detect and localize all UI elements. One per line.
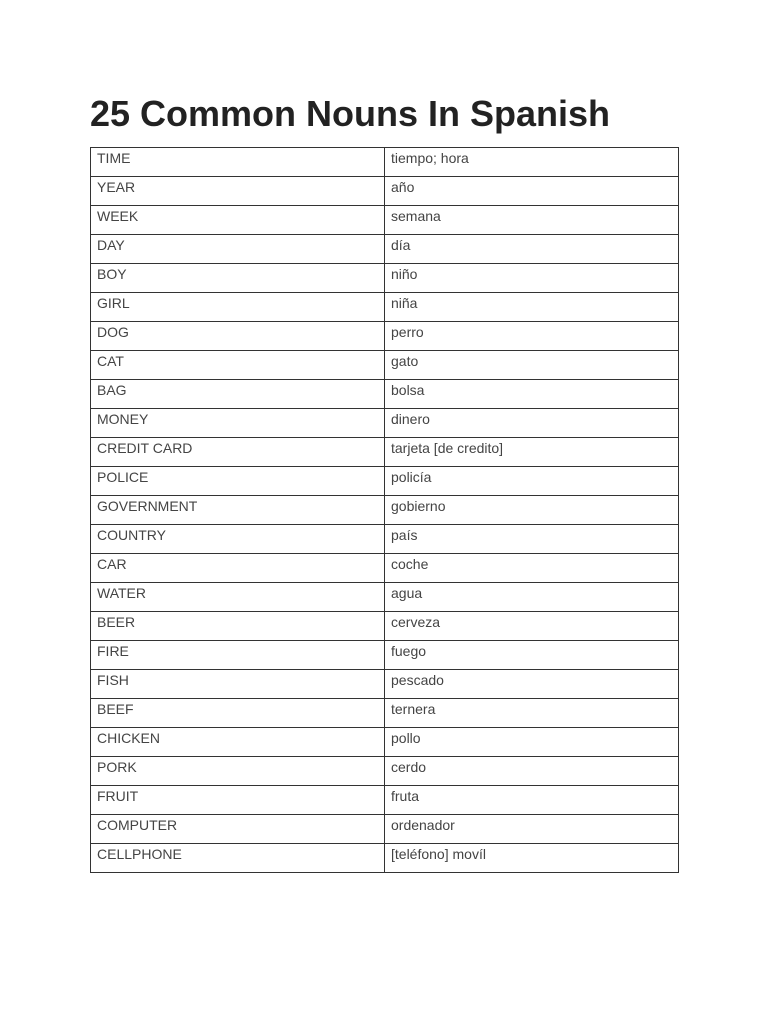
- table-row: [91, 496, 679, 525]
- english-noun-cell: YEAR: [91, 177, 385, 206]
- english-noun-cell: COUNTRY: [91, 525, 385, 554]
- table-row: [91, 467, 679, 496]
- table-row: [91, 699, 679, 728]
- spanish-noun-cell: pollo: [385, 728, 679, 757]
- spanish-noun-cell: fruta: [385, 786, 679, 815]
- spanish-noun-cell: tarjeta [de credito]: [385, 438, 679, 467]
- english-noun-cell: CREDIT CARD: [91, 438, 385, 467]
- table-row: [91, 554, 679, 583]
- english-noun-cell: POLICE: [91, 467, 385, 496]
- english-noun-cell: DOG: [91, 322, 385, 351]
- table-row: [91, 757, 679, 786]
- table-row: [91, 641, 679, 670]
- table-row: [91, 235, 679, 264]
- spanish-noun-cell: coche: [385, 554, 679, 583]
- english-noun-cell: FIRE: [91, 641, 385, 670]
- english-noun-cell: FRUIT: [91, 786, 385, 815]
- table-row: [91, 583, 679, 612]
- english-noun-cell: WATER: [91, 583, 385, 612]
- spanish-noun-cell: niño: [385, 264, 679, 293]
- spanish-noun-cell: fuego: [385, 641, 679, 670]
- table-row: [91, 148, 679, 177]
- nouns-table: [90, 147, 679, 873]
- table-row: [91, 670, 679, 699]
- english-noun-cell: GOVERNMENT: [91, 496, 385, 525]
- table-row: [91, 612, 679, 641]
- table-row: [91, 525, 679, 554]
- spanish-noun-cell: año: [385, 177, 679, 206]
- spanish-noun-cell: agua: [385, 583, 679, 612]
- spanish-noun-cell: policía: [385, 467, 679, 496]
- english-noun-cell: PORK: [91, 757, 385, 786]
- spanish-noun-cell: país: [385, 525, 679, 554]
- spanish-noun-cell: pescado: [385, 670, 679, 699]
- spanish-noun-cell: ternera: [385, 699, 679, 728]
- english-noun-cell: DAY: [91, 235, 385, 264]
- table-row: [91, 728, 679, 757]
- table-row: [91, 322, 679, 351]
- spanish-noun-cell: niña: [385, 293, 679, 322]
- english-noun-cell: BAG: [91, 380, 385, 409]
- table-row: [91, 438, 679, 467]
- table-row: [91, 844, 679, 873]
- english-noun-cell: GIRL: [91, 293, 385, 322]
- table-row: [91, 409, 679, 438]
- spanish-noun-cell: cerveza: [385, 612, 679, 641]
- english-noun-cell: BOY: [91, 264, 385, 293]
- table-row: [91, 786, 679, 815]
- table-row: [91, 815, 679, 844]
- english-noun-cell: CAR: [91, 554, 385, 583]
- english-noun-cell: CAT: [91, 351, 385, 380]
- english-noun-cell: BEEF: [91, 699, 385, 728]
- nouns-table-body: [91, 148, 679, 873]
- table-row: [91, 264, 679, 293]
- english-noun-cell: FISH: [91, 670, 385, 699]
- spanish-noun-cell: ordenador: [385, 815, 679, 844]
- english-noun-cell: MONEY: [91, 409, 385, 438]
- spanish-noun-cell: semana: [385, 206, 679, 235]
- spanish-noun-cell: tiempo; hora: [385, 148, 679, 177]
- spanish-noun-cell: día: [385, 235, 679, 264]
- table-row: [91, 380, 679, 409]
- spanish-noun-cell: cerdo: [385, 757, 679, 786]
- spanish-noun-cell: gobierno: [385, 496, 679, 525]
- page-title: 25 Common Nouns In Spanish: [90, 93, 611, 134]
- table-row: [91, 177, 679, 206]
- spanish-noun-cell: gato: [385, 351, 679, 380]
- english-noun-cell: BEER: [91, 612, 385, 641]
- table-row: [91, 351, 679, 380]
- english-noun-cell: TIME: [91, 148, 385, 177]
- table-row: [91, 293, 679, 322]
- english-noun-cell: CELLPHONE: [91, 844, 385, 873]
- spanish-noun-cell: dinero: [385, 409, 679, 438]
- table-row: [91, 206, 679, 235]
- spanish-noun-cell: perro: [385, 322, 679, 351]
- spanish-noun-cell: bolsa: [385, 380, 679, 409]
- english-noun-cell: CHICKEN: [91, 728, 385, 757]
- english-noun-cell: COMPUTER: [91, 815, 385, 844]
- english-noun-cell: WEEK: [91, 206, 385, 235]
- spanish-noun-cell: [teléfono] movíl: [385, 844, 679, 873]
